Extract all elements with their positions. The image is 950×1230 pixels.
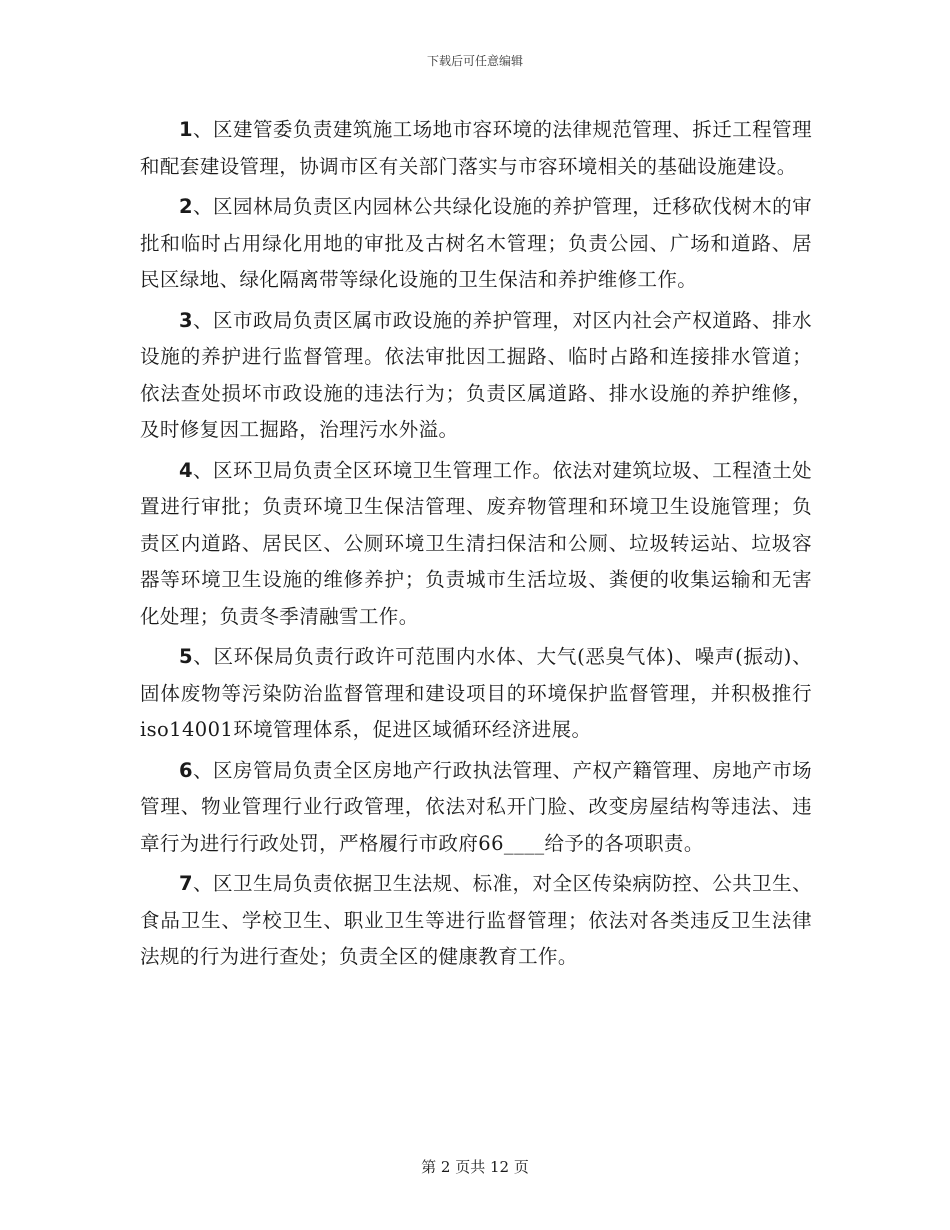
page-footer: 第 2 页共 12 页 xyxy=(421,1158,529,1176)
paragraph-text: 、区房管局负责全区房地产行政执法管理、产权产籍管理、房地产市场管理、物业管理行业行政管理，依法对私开门脸、改变房屋结构等违法、违章行为进行行政处罚，严格履行市政府66____给予的各项职责。 xyxy=(140,758,812,855)
paragraph-2 xyxy=(140,189,812,299)
document-body xyxy=(140,112,812,980)
paragraph-number: 1 xyxy=(179,118,193,141)
paragraph-text: 、区卫生局负责依据卫生法规、标准，对全区传染病防控、公共卫生、食品卫生、学校卫生、职业卫生等进行监督管理；依法对各类违反卫生法律法规的行为进行查处；负责全区的健康教育工作。 xyxy=(140,872,812,968)
paragraph-6 xyxy=(140,753,812,863)
paragraph-text: 、区建管委负责建筑施工场地市容环境的法律规范管理、拆迁工程管理和配套建设管理，协调市区有关部门落实与市容环境相关的基础设施建设。 xyxy=(140,118,812,178)
paragraph-number: 4 xyxy=(179,458,193,482)
paragraph-text: 、区环保局负责行政许可范围内水体、大气(恶臭气体)、噪声(振动)、固体废物等污染防治监督管理和建设项目的环境保护监督管理，并积极推行iso14001环境管理体系，促进区域循环经济进展。 xyxy=(140,645,812,741)
paragraph-number: 7 xyxy=(179,872,193,895)
paragraph-text: 、区环卫局负责全区环境卫生管理工作。依法对建筑垃圾、工程渣土处置进行审批；负责环境卫生保洁管理、废弃物管理和环境卫生设施管理；负责区内道路、居民区、公厕环境卫生清扫保洁和公厕、垃圾转运站、垃圾容器等环境卫生设施的维修养护；负责城市生活垃圾、粪便的收集运输和无害化处理；负责冬季清融雪工作。 xyxy=(140,458,812,628)
paragraph-number: 2 xyxy=(179,195,193,218)
paragraph-number: 5 xyxy=(179,645,193,668)
paragraph-3 xyxy=(140,303,812,449)
paragraph-text: 、区园林局负责区内园林公共绿化设施的养护管理，迁移砍伐树木的审批和临时占用绿化用地的审批及古树名木管理；负责公园、广场和道路、居民区绿地、绿化隔离带等绿化设施的卫生保洁和养护维修工作。 xyxy=(140,195,812,291)
paragraph-5 xyxy=(140,639,812,749)
paragraph-7 xyxy=(140,866,812,976)
paragraph-number: 3 xyxy=(179,308,193,332)
paragraph-4 xyxy=(140,453,812,636)
paragraph-1 xyxy=(140,112,812,185)
paragraph-text: 、区市政局负责区属市政设施的养护管理，对区内社会产权道路、排水设施的养护进行监督管理。依法审批因工掘路、临时占路和连接排水管道；依法查处损坏市政设施的违法行为；负责区属道路、排水设施的养护维修，及时修复因工掘路，治理污水外溢。 xyxy=(140,308,812,441)
paragraph-number: 6 xyxy=(179,758,193,782)
page-header: 下载后可任意编辑 xyxy=(426,54,523,68)
